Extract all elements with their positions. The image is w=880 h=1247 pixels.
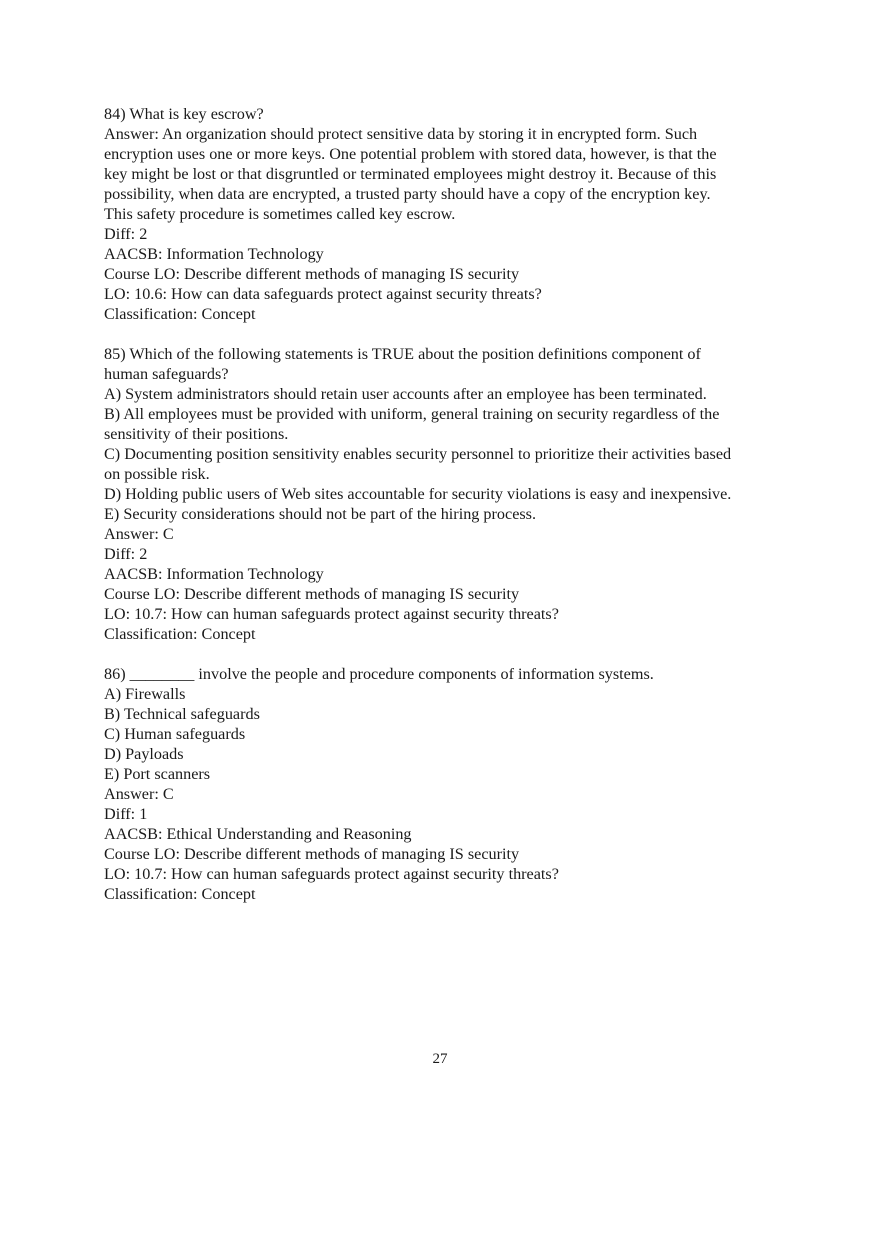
option-b: B) All employees must be provided with uniform, general training on security regardless of the xyxy=(104,405,720,423)
classification: Classification: Concept xyxy=(104,625,256,643)
learning-objective: LO: 10.6: How can data safeguards protect against security threats? xyxy=(104,285,542,303)
course-lo: Course LO: Describe different methods of managing IS security xyxy=(104,845,520,863)
difficulty: Diff: 1 xyxy=(104,805,148,823)
page-number: 27 xyxy=(432,1051,448,1067)
aacsb: AACSB: Information Technology xyxy=(104,565,324,583)
question-84 xyxy=(104,104,784,324)
question-text: human safeguards? xyxy=(104,365,229,383)
option-b-continued: sensitivity of their positions. xyxy=(104,425,289,443)
course-lo: Course LO: Describe different methods of managing IS security xyxy=(104,585,520,603)
question-text: 86) ________ involve the people and procedure components of information systems. xyxy=(104,665,654,683)
question-text: 85) Which of the following statements is TRUE about the position definitions component of xyxy=(104,345,701,363)
question-86 xyxy=(104,664,784,904)
option-c: C) Documenting position sensitivity enables security personnel to prioritize their activities based xyxy=(104,445,732,463)
answer-line: encryption uses one or more keys. One potential problem with stored data, however, is that the xyxy=(104,145,717,163)
answer: Answer: C xyxy=(104,525,174,543)
learning-objective: LO: 10.7: How can human safeguards protect against security threats? xyxy=(104,865,559,883)
question-text: 84) What is key escrow? xyxy=(104,105,264,123)
option-c-continued: on possible risk. xyxy=(104,465,210,483)
document-page xyxy=(104,104,784,924)
question-85 xyxy=(104,344,784,644)
aacsb: AACSB: Information Technology xyxy=(104,245,324,263)
difficulty: Diff: 2 xyxy=(104,545,148,563)
answer-line: key might be lost or that disgruntled or terminated employees might destroy it. Because of this xyxy=(104,165,717,183)
option-d: D) Payloads xyxy=(104,745,184,763)
option-b: B) Technical safeguards xyxy=(104,705,260,723)
option-e: E) Port scanners xyxy=(104,765,211,783)
answer-line: This safety procedure is sometimes called key escrow. xyxy=(104,205,456,223)
classification: Classification: Concept xyxy=(104,305,256,323)
course-lo: Course LO: Describe different methods of managing IS security xyxy=(104,265,520,283)
aacsb: AACSB: Ethical Understanding and Reasoning xyxy=(104,825,412,843)
option-a: A) Firewalls xyxy=(104,685,186,703)
option-c: C) Human safeguards xyxy=(104,725,246,743)
option-a: A) System administrators should retain user accounts after an employee has been terminated. xyxy=(104,385,707,403)
learning-objective: LO: 10.7: How can human safeguards protect against security threats? xyxy=(104,605,559,623)
answer: Answer: C xyxy=(104,785,174,803)
answer-line: Answer: An organization should protect sensitive data by storing it in encrypted form. Such xyxy=(104,125,698,143)
classification: Classification: Concept xyxy=(104,885,256,903)
option-e: E) Security considerations should not be part of the hiring process. xyxy=(104,505,537,523)
answer-line: possibility, when data are encrypted, a trusted party should have a copy of the encryption key. xyxy=(104,185,711,203)
difficulty: Diff: 2 xyxy=(104,225,148,243)
option-d: D) Holding public users of Web sites accountable for security violations is easy and inexpensive. xyxy=(104,485,732,503)
